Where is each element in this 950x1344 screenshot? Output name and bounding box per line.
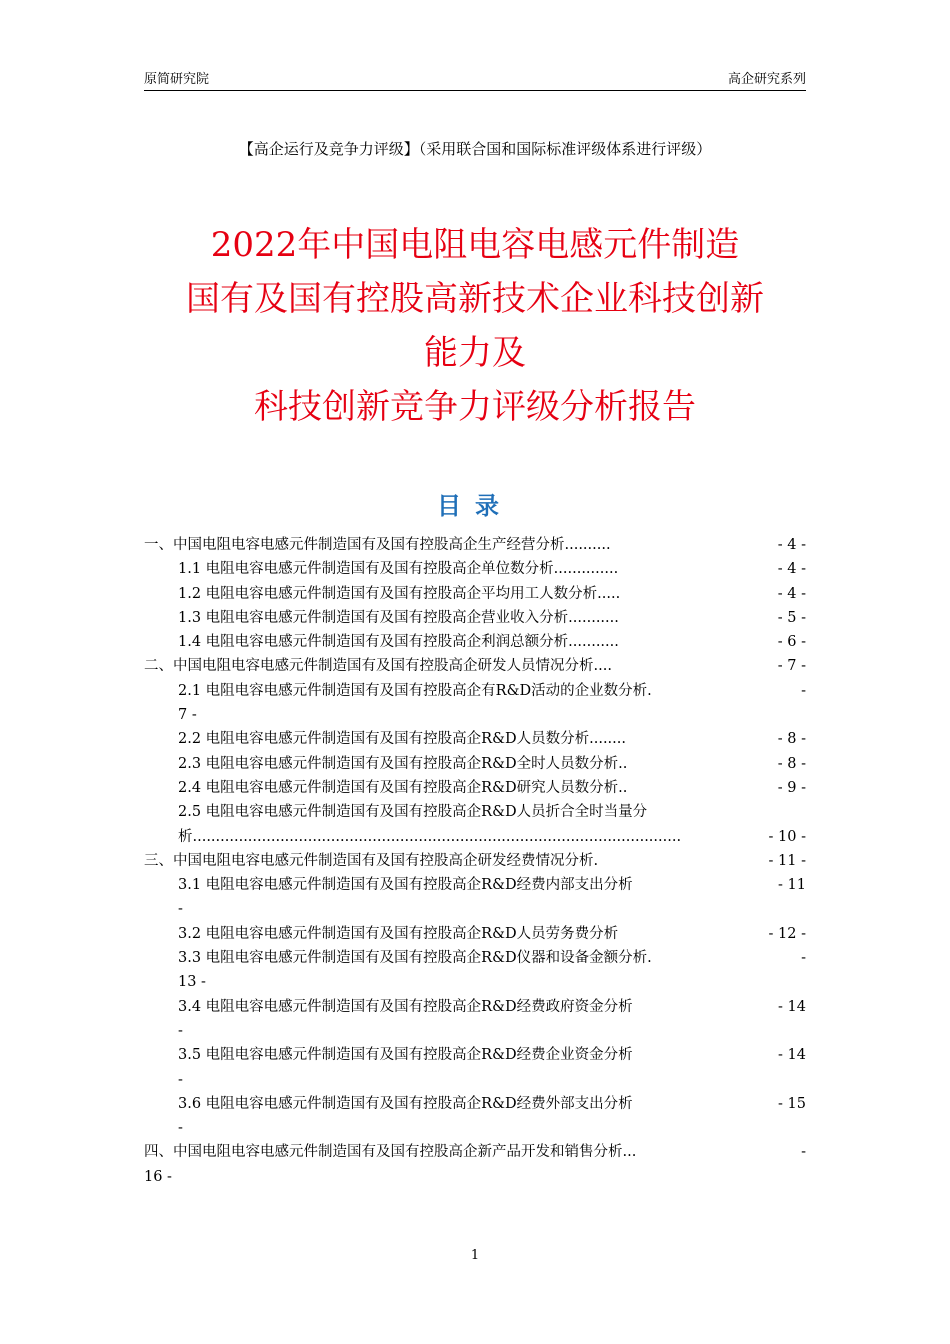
title-line: 科技创新竞争力评级分析报告 <box>254 387 696 427</box>
page-number: 1 <box>470 1248 480 1263</box>
toc-entry-page: - 14 <box>778 1047 806 1064</box>
toc-entry[interactable] <box>144 800 806 824</box>
toc-entry-page: - 4 - <box>777 537 806 553</box>
toc-entry-title: 3.1 电阻电容电感元件制造国有及国有控股高企R&D经费内部支出分析 <box>178 877 633 894</box>
toc-entry[interactable] <box>144 776 806 800</box>
toc-entry[interactable] <box>144 849 806 873</box>
toc-entry[interactable] <box>144 752 806 776</box>
toc-entry[interactable] <box>144 679 806 703</box>
toc-entry-leader: ........ <box>589 731 626 748</box>
toc-entry-page: - <box>801 950 806 967</box>
toc-entry-leader: .. <box>618 755 628 772</box>
title-line: 能力及 <box>424 333 526 373</box>
report-subtitle: 【高企运行及竞争力评级】（采用联合国和国际标准评级体系进行评级） <box>238 140 712 158</box>
toc-entry[interactable] <box>144 873 806 897</box>
toc-entry-title: 四、中国电阻电容电感元件制造国有及国有控股高企新产品开发和销售分析 <box>144 1144 623 1161</box>
toc-entry[interactable] <box>144 922 806 946</box>
toc-entry-title: 3.6 电阻电容电感元件制造国有及国有控股高企R&D经费外部支出分析 <box>178 1095 633 1112</box>
toc-entry-leader: . <box>593 852 599 869</box>
title-line: 2022年中国电阻电容电感元件制造 <box>210 225 740 265</box>
toc-entry-leader <box>633 873 778 897</box>
table-of-contents <box>144 533 806 1189</box>
toc-entry-leader: .............. <box>553 561 619 578</box>
toc-entry[interactable] <box>144 533 806 557</box>
toc-entry-leader: .......................................................................................................... <box>192 828 682 845</box>
toc-entry[interactable] <box>144 1043 806 1067</box>
toc-entry-title: 3.2 电阻电容电感元件制造国有及国有控股高企R&D人员劳务费分析 <box>178 925 619 942</box>
page-header <box>144 66 806 91</box>
toc-entry[interactable] <box>144 727 806 751</box>
toc-entry[interactable] <box>144 654 806 678</box>
toc-entry[interactable] <box>144 630 806 654</box>
toc-entry-page: - 6 - <box>777 634 806 651</box>
toc-entry-page: - 15 <box>778 1095 806 1112</box>
toc-entry-page: - 8 - <box>777 731 806 748</box>
toc-entry-continuation: - <box>178 1022 183 1039</box>
toc-entry-leader: .......... <box>564 537 611 553</box>
toc-heading: 目录 <box>437 492 513 520</box>
toc-entry-page: - 5 - <box>777 609 806 626</box>
toc-entry-leader <box>633 1092 778 1116</box>
toc-entry-leader: ..... <box>597 585 621 602</box>
toc-entry-leader: . <box>647 682 652 699</box>
title-line: 国有及国有控股高新技术企业科技创新 <box>186 279 764 319</box>
toc-entry-leader <box>633 1043 778 1067</box>
toc-entry-title: 1.2 电阻电容电感元件制造国有及国有控股高企平均用工人数分析 <box>178 585 598 602</box>
toc-entry-page: - 14 <box>778 998 806 1015</box>
toc-entry-page: - <box>801 1144 806 1161</box>
toc-entry-leader <box>633 995 778 1019</box>
toc-entry-continuation: - <box>178 901 183 918</box>
toc-entry-leader: ... <box>622 1144 637 1161</box>
toc-entry[interactable] <box>144 582 806 606</box>
toc-entry-page: - 4 - <box>777 585 806 602</box>
toc-entry-leader <box>647 800 806 824</box>
toc-entry-title: 2.5 电阻电容电感元件制造国有及国有控股高企R&D人员折合全时当量分 <box>178 804 648 821</box>
toc-entry-page: - 11 - <box>768 852 806 869</box>
toc-entry-title: 二、中国电阻电容电感元件制造国有及国有控股高企研发人员情况分析 <box>144 658 594 675</box>
toc-entry[interactable] <box>144 557 806 581</box>
toc-entry-page: - 12 - <box>768 925 806 942</box>
toc-entry-leader: ........... <box>568 634 619 651</box>
toc-entry[interactable] <box>144 606 806 630</box>
toc-entry-title: 2.1 电阻电容电感元件制造国有及国有控股高企有R&D活动的企业数分析 <box>178 682 648 699</box>
toc-entry-continuation: 13 - <box>178 974 206 991</box>
toc-entry-leader: . <box>647 950 652 967</box>
toc-entry-title: 三、中国电阻电容电感元件制造国有及国有控股高企研发经费情况分析 <box>144 852 594 869</box>
header-right-text: 高企研究系列 <box>727 72 806 87</box>
toc-entry-page: - 9 - <box>777 779 806 796</box>
toc-entry-title: 1.4 电阻电容电感元件制造国有及国有控股高企利润总额分析 <box>178 634 569 651</box>
toc-entry-leader: ........... <box>568 609 619 626</box>
toc-entry-continuation: - <box>178 1071 183 1088</box>
toc-entry-title: 1.1 电阻电容电感元件制造国有及国有控股高企单位数分析 <box>178 561 554 578</box>
toc-entry-leader: .... <box>593 658 612 675</box>
toc-entry-page: - 11 <box>778 877 806 894</box>
toc-entry-page: - 8 - <box>777 755 806 772</box>
toc-entry[interactable] <box>144 946 806 970</box>
toc-entry-page: - 7 - <box>777 658 806 675</box>
toc-entry-leader: .. <box>618 779 628 796</box>
toc-entry-title: 2.2 电阻电容电感元件制造国有及国有控股高企R&D人员数分析 <box>178 731 590 748</box>
toc-entry-page: - <box>801 682 806 699</box>
toc-entry-title: 一、中国电阻电容电感元件制造国有及国有控股高企生产经营分析 <box>144 537 565 553</box>
toc-entry-continuation-text: 析 <box>178 828 193 845</box>
toc-entry-continuation: 7 - <box>178 707 197 724</box>
toc-entry-title: 3.4 电阻电容电感元件制造国有及国有控股高企R&D经费政府资金分析 <box>178 998 633 1015</box>
toc-entry-title: 2.3 电阻电容电感元件制造国有及国有控股高企R&D全时人员数分析 <box>178 755 619 772</box>
toc-entry[interactable] <box>144 1140 806 1164</box>
toc-entry-page: - 10 - <box>768 828 806 845</box>
toc-entry-continuation <box>144 825 806 849</box>
toc-entry[interactable] <box>144 995 806 1019</box>
toc-entry-title: 2.4 电阻电容电感元件制造国有及国有控股高企R&D研究人员数分析 <box>178 779 619 796</box>
toc-entry[interactable] <box>144 1092 806 1116</box>
toc-entry-leader <box>618 922 768 946</box>
toc-entry-continuation: - <box>178 1120 183 1137</box>
header-left-text: 原简研究院 <box>144 72 210 87</box>
toc-entry-title: 3.5 电阻电容电感元件制造国有及国有控股高企R&D经费企业资金分析 <box>178 1047 633 1064</box>
toc-entry-continuation: 16 - <box>144 1168 172 1185</box>
toc-entry-page: - 4 - <box>777 561 806 578</box>
toc-entry-title: 3.3 电阻电容电感元件制造国有及国有控股高企R&D仪器和设备金额分析 <box>178 950 648 967</box>
report-title <box>120 218 830 434</box>
toc-entry-title: 1.3 电阻电容电感元件制造国有及国有控股高企营业收入分析 <box>178 609 569 626</box>
